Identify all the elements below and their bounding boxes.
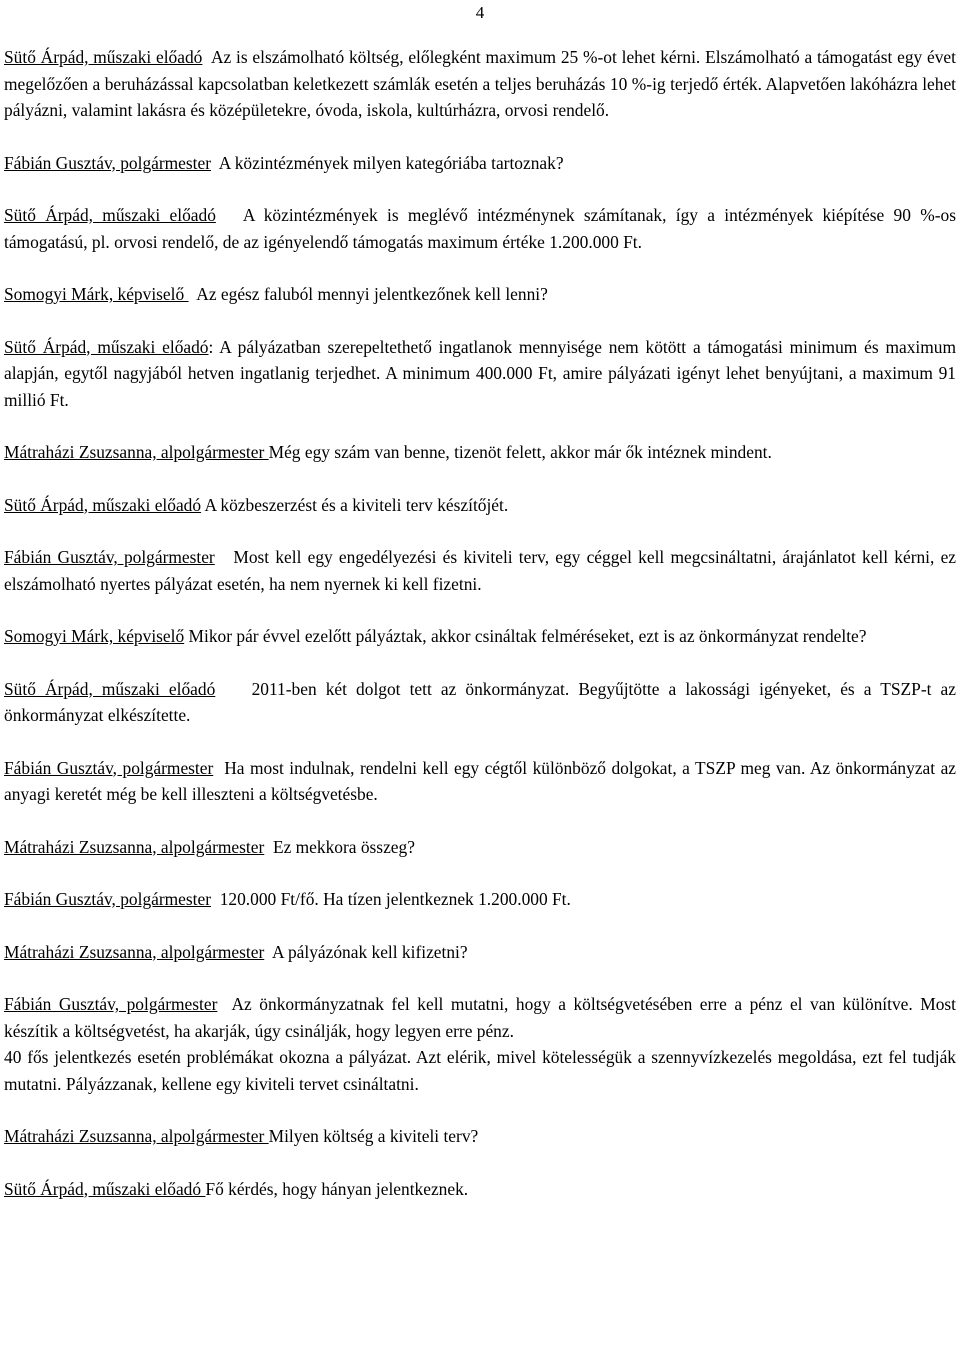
speech-text: 120.000 Ft/fő. Ha tízen jelentkeznek 1.200.000 Ft. xyxy=(219,889,571,909)
speaker-name: Sütő Árpád, műszaki előadó xyxy=(4,47,203,67)
transcript-paragraph xyxy=(4,886,956,913)
speech-text: A közintézmények is meglévő intézménynek számítanak, így a intézmények kiépítése 90 %-os támogatású, pl. orvosi rendelő, de az igényelendő támogatás maximum értéke 1.200.000 Ft. xyxy=(4,205,956,252)
speech-text: Milyen költség a kiviteli terv? xyxy=(268,1126,479,1146)
transcript-paragraph xyxy=(4,44,956,124)
speech-text: Még egy szám van benne, tizenöt felett, akkor már ők intéznek mindent. xyxy=(268,442,772,462)
speech-text: Ez mekkora összeg? xyxy=(272,836,415,857)
speaker-name: Mátraházi Zsuzsanna, alpolgármester xyxy=(4,941,265,962)
speaker-separator xyxy=(264,837,273,857)
speaker-name: Somogyi Márk, képviselő xyxy=(4,284,189,304)
transcript-paragraph xyxy=(4,202,956,255)
speech-text: Most kell egy engedélyezési és kiviteli terv, egy céggel kell megcsináltatni, árajánlatot kell kérni, ez elszámolható nyertes pályázat esetén, ha nem nyernek ki kell fizetni. xyxy=(4,547,957,594)
speech-text: Az is elszámolható költség, előlegként maximum 25 %-ot lehet kérni. Elszámolható a támogatást egy évet megelőzően a beruházással kapcsolatban keletkezett számlák esetén a teljes beruházás 10 %-ig terjedő érték. Alapvetően lakóházra lehet pályázni, valamint lakásra és középületekre, óvoda, iskola, kultúrházra, orvosi rendelő. xyxy=(4,47,956,120)
speaker-separator xyxy=(215,679,251,699)
speaker-name: Sütő Árpád, műszaki előadó xyxy=(4,678,216,699)
speaker-separator xyxy=(217,994,231,1014)
speech-text: 2011-ben két dolgot tett az önkormányzat. Begyűjtötte a lakossági igényeket, és a TSZP-t az önkormányzat elkészítette. xyxy=(4,678,956,725)
transcript-paragraph xyxy=(4,1123,956,1150)
transcript-paragraph xyxy=(4,150,956,177)
speaker-separator xyxy=(211,153,219,173)
transcript-paragraph xyxy=(4,492,956,519)
speaker-name: Sütő Árpád, műszaki előadó xyxy=(4,336,209,357)
transcript-paragraph xyxy=(4,676,956,729)
transcript-body xyxy=(4,44,956,1202)
speaker-name: Fábián Gusztáv, polgármester xyxy=(4,757,214,778)
speaker-name: Mátraházi Zsuzsanna, alpolgármester xyxy=(4,1126,269,1146)
transcript-paragraph xyxy=(4,334,956,414)
speaker-separator xyxy=(211,889,220,909)
transcript-paragraph xyxy=(4,281,956,308)
speaker-name: Fábián Gusztáv, polgármester xyxy=(4,889,212,909)
speaker-separator xyxy=(213,758,224,778)
speech-text: Fő kérdés, hogy hányan jelentkeznek. xyxy=(205,1178,469,1199)
speaker-name: Fábián Gusztáv, polgármester xyxy=(4,152,212,173)
speech-text: A pályázatban szerepeltethető ingatlanok mennyisége nem kötött a támogatási minimum és maximum alapján, egytől nagyjából hetven ingatlanig terjedhet. A minimum 400.000 Ft, amire pályázati igényt lehet benyújtani, a maximum 91 millió Ft. xyxy=(4,336,956,410)
speech-text: A közbeszerzést és a kiviteli terv készítőjét. xyxy=(204,494,509,515)
speaker-name: Sütő Árpád, műszaki előadó xyxy=(4,1178,206,1199)
transcript-paragraph xyxy=(4,991,956,1097)
speaker-separator xyxy=(215,547,234,567)
speech-text: Mikor pár évvel ezelőtt pályáztak, akkor csináltak felméréseket, ezt is az önkormányzat rendelte? xyxy=(188,626,867,646)
speaker-name: Sütő Árpád, műszaki előadó xyxy=(4,494,202,515)
transcript-paragraph xyxy=(4,1176,956,1203)
page-number: 4 xyxy=(475,3,485,22)
speaker-separator: : xyxy=(208,336,220,357)
speaker-name: Sütő Árpád, műszaki előadó xyxy=(4,205,216,225)
transcript-paragraph xyxy=(4,755,956,808)
speaker-name: Fábián Gusztáv, polgármester xyxy=(4,547,215,567)
transcript-paragraph xyxy=(4,623,956,650)
speech-text: Ha most indulnak, rendelni kell egy cégtől különböző dolgokat, a TSZP meg van. Az önkormányzat az anyagi keretét még be kell illeszteni a költségvetésbe. xyxy=(4,757,957,804)
transcript-paragraph xyxy=(4,939,956,966)
transcript-paragraph xyxy=(4,544,956,597)
speaker-separator xyxy=(264,942,272,962)
speech-text: A közintézmények milyen kategóriába tartoznak? xyxy=(218,152,564,173)
speech-text: A pályázónak kell kifizetni? xyxy=(272,941,468,962)
speaker-name: Somogyi Márk, képviselő xyxy=(4,626,185,646)
speech-text-continued: 40 fős jelentkezés esetén problémákat okozna a pályázat. Azt elérik, mivel kötelességük a szennyvízkezelés megoldása, ezt fel tudják mutatni. Pályázzanak, kellene egy kiviteli tervet csináltatni. xyxy=(4,1047,956,1094)
speech-text: Az egész faluból mennyi jelentkezőnek kell lenni? xyxy=(196,284,548,304)
transcript-paragraph xyxy=(4,439,956,466)
speaker-name: Fábián Gusztáv, polgármester xyxy=(4,994,218,1014)
speaker-name: Mátraházi Zsuzsanna, alpolgármester xyxy=(4,836,265,857)
speaker-name: Mátraházi Zsuzsanna, alpolgármester xyxy=(4,442,269,462)
speaker-separator xyxy=(202,47,211,67)
speech-text: Az önkormányzatnak fel kell mutatni, hogy a költségvetésében erre a pénz el van különítve. Most készítik a költségvetést, ha akarják, úgy csinálják, hogy legyen erre pénz. xyxy=(4,994,957,1041)
speaker-separator xyxy=(216,205,243,225)
transcript-paragraph xyxy=(4,834,956,861)
